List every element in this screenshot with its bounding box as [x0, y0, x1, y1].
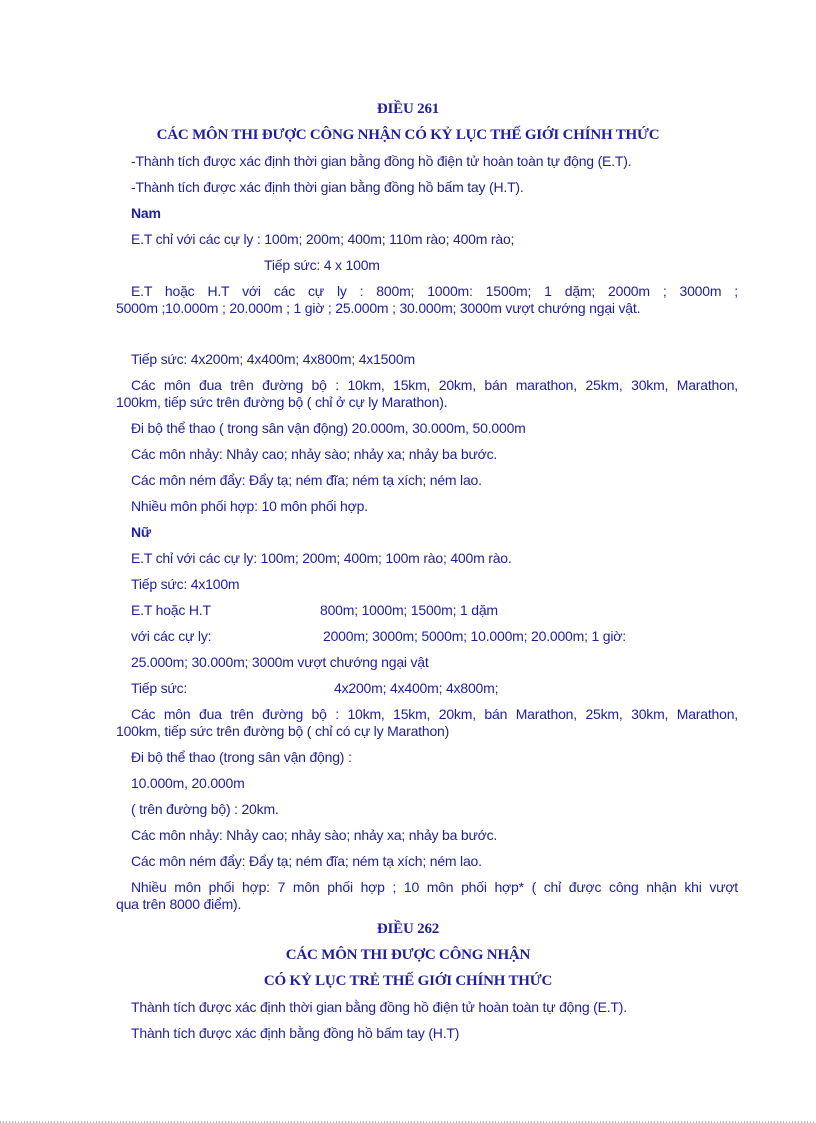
- men-heading: Nam: [131, 205, 161, 221]
- women-walk-values: 10.000m, 20.000m: [131, 775, 245, 791]
- men-et-only: E.T chỉ với các cự ly : 100m; 200m; 400m; 110m rào; 400m rào;: [131, 231, 515, 247]
- men-combined: Nhiều môn phối hợp: 10 môn phối hợp.: [131, 498, 368, 514]
- women-combined-line-1: Nhiều môn phối hợp: 7 môn phối hợp ; 10 môn phối hợp* ( chỉ được công nhận khi vượt: [131, 879, 738, 895]
- women-relay-values: 4x200m; 4x400m; 4x800m;: [334, 680, 499, 696]
- men-relay-et: Tiếp sức: 4 x 100m: [264, 257, 380, 273]
- women-walk-road: ( trên đường bộ) : 20km.: [131, 801, 279, 817]
- women-jumps: Các môn nhảy: Nhảy cao; nhảy sào; nhảy xa; nhảy ba bước.: [131, 827, 498, 843]
- men-road-line-2: 100km, tiếp sức trên đường bộ ( chỉ ở cự ly Marathon).: [116, 394, 448, 410]
- article-262-intro-ht: Thành tích được xác định bằng đồng hồ bấm tay (H.T): [131, 1025, 460, 1041]
- intro-ht-line: -Thành tích được xác định thời gian bằng đồng hồ bấm tay (H.T).: [131, 179, 524, 195]
- women-et-only: E.T chỉ với các cự ly: 100m; 200m; 400m; 100m rào; 400m rào.: [131, 550, 512, 566]
- men-throws: Các môn ném đẩy: Đẩy tạ; ném đĩa; ném tạ xích; ném lao.: [131, 472, 482, 488]
- article-262-subtitle-2: CÓ KỶ LỤC TRẺ THẾ GIỚI CHÍNH THỨC: [263, 973, 553, 989]
- women-throws: Các môn ném đẩy: Đẩy tạ; ném đĩa; ném tạ xích; ném lao.: [131, 853, 482, 869]
- women-walk-heading: Đi bộ thể thao (trong sân vận động) :: [131, 749, 352, 765]
- women-et-ht-values-3: 25.000m; 30.000m; 3000m vượt chướng ngại vật: [131, 654, 429, 670]
- women-relay-et: Tiếp sức: 4x100m: [131, 576, 240, 592]
- intro-et-line: -Thành tích được xác định thời gian bằng đồng hồ điện tử hoàn toàn tự động (E.T).: [131, 153, 632, 169]
- men-et-ht-line-2: 5000m ;10.000m ; 20.000m ; 1 giờ ; 25.000m ; 30.000m; 3000m vượt chướng ngại vật.: [116, 300, 641, 316]
- article-261-subtitle: CÁC MÔN THI ĐƯỢC CÔNG NHẬN CÓ KỶ LỤC THẾ GIỚI CHÍNH THỨC: [156, 127, 660, 143]
- women-et-ht-values-2: 2000m; 3000m; 5000m; 10.000m; 20.000m; 1 giờ:: [323, 628, 626, 644]
- women-heading: Nữ: [131, 524, 151, 540]
- article-262-intro-et: Thành tích được xác định thời gian bằng đồng hồ điện tử hoàn toàn tự động (E.T).: [131, 999, 627, 1015]
- men-jumps: Các môn nhảy: Nhảy cao; nhảy sào; nhảy xa; nhảy ba bước.: [131, 446, 498, 462]
- women-relay-label: Tiếp sức:: [131, 680, 188, 696]
- women-distances-label: với các cự ly:: [131, 628, 212, 644]
- men-relay: Tiếp sức: 4x200m; 4x400m; 4x800m; 4x1500m: [131, 351, 415, 367]
- women-et-ht-values-1: 800m; 1000m; 1500m; 1 dặm: [320, 602, 498, 618]
- women-et-ht-label: E.T hoặc H.T: [131, 602, 211, 618]
- women-road-line-1: Các môn đua trên đường bộ : 10km, 15km, 20km, bán Marathon, 25km, 30km, Marathon,: [131, 706, 738, 722]
- women-combined-line-2: qua trên 8000 điểm).: [116, 896, 242, 912]
- men-et-ht-line-1: E.T hoặc H.T với các cự ly : 800m; 1000m: 1500m; 1 dặm; 2000m ; 3000m ;: [131, 283, 738, 299]
- article-262-title: ĐIỀU 262: [376, 921, 440, 937]
- article-262-subtitle-1: CÁC MÔN THI ĐƯỢC CÔNG NHẬN: [285, 947, 531, 963]
- men-walk: Đi bộ thể thao ( trong sân vận động) 20.000m, 30.000m, 50.000m: [131, 420, 526, 436]
- men-road-line-1: Các môn đua trên đường bộ : 10km, 15km, 20km, bán marathon, 25km, 30km, Marathon,: [131, 377, 738, 393]
- women-road-line-2: 100km, tiếp sức trên đường bộ ( chỉ có cự ly Marathon): [116, 723, 450, 739]
- article-261-title: ĐIỀU 261: [376, 101, 440, 117]
